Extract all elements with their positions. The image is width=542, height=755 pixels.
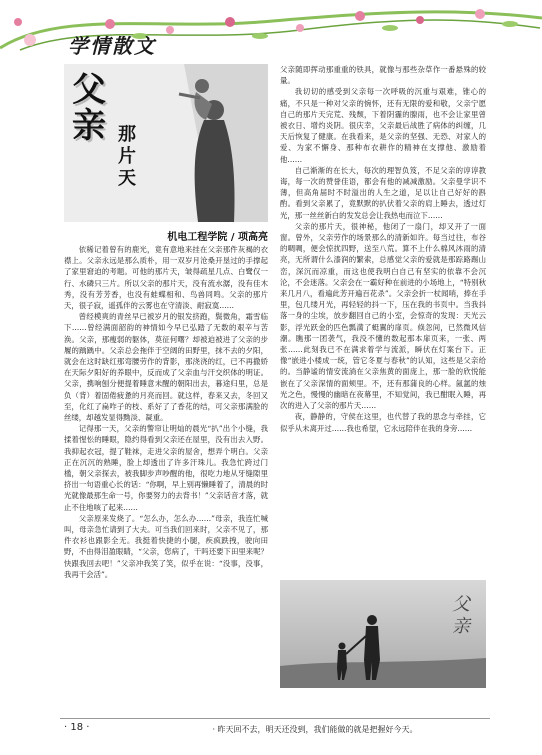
- calligraphy-text: 父亲: [452, 594, 470, 637]
- paragraph: 父亲原来发烧了。“怎么办，怎么办……”母亲，我连忙喊叫，母亲急忙请到了大夫。可当我们回来时，父亲不见了，那件衣衫也跟影全无。我挺着快捷的小腿，疾疯跌拽，驶向田野，不由得泪盈眼睛，“父亲，您病了，干吗还要下田里来呢？快跟我回去吧！”父亲冲我笑了笑，似乎在说：“没事，没事，我再干会活”。: [64, 513, 268, 579]
- footer-divider: [60, 718, 490, 719]
- section-title: 学情散文: [68, 34, 156, 58]
- paragraph: 依稀记着曾有的鹿光，竟有意地来挂在父亲那件灰褐的衣襟上。父亲永远是那么质朴，用一双岁月沧桑开垦过的手撑起了家里窘迫的考题。可他的那片天，皱得疏星几点、白鹭仅一行、水磷只三片。所以父亲的那片天，没有流水潺，没有佳木秀，没有芳芳香，也没有蛙蝶相和、鸟兽同鸣。父亲的那片天，很子寂，遥孤伴的云雾也在守清淡、耐寂寞……: [64, 245, 268, 311]
- right-text-column: [280, 64, 486, 574]
- paragraph: 夜，静静的，守侯在这里，也代替了我的思念与牵挂，它似乎从未离开过……我也希望，它永远陪伴在我的身旁……: [280, 412, 486, 433]
- paragraph: 曾经模爽的青丝早已被岁月的银发挤跑，鬓微角，霜雪临下……曾经满面韶韵的神情如今早已弘踏了无数的艰辛与苦涣。父亲，那瘦弱的躯体，莫征何曙？却被迫被进了父亲的步履的踽踽中。父亲总会拖伴于空阔的田野里，抹不去的夕阳，就会在这时缺红那弯腰劳作的背影，那浇浇的红，已不再撒娇在天际夕阳好的养眼中，反而成了父亲血与汗交织体的明证。父亲，携响刨分便提着睡意未醒的朝阳出去，暮途归里，总是负（背）着固倦疲惫的月亮而回。就这样，春来又去，冬回又至，化红了扁咋子的枝、系好了了香花的结，可父亲那满脸的丝缕，却越发显得黝淡、凝重。: [64, 312, 268, 423]
- page-footer: [0, 716, 542, 740]
- page-header: [0, 0, 542, 60]
- page-number: · 18 ·: [64, 722, 90, 733]
- article-author: 机电工程学院 / 项高亮: [167, 232, 268, 243]
- article-title: 父亲: [72, 70, 106, 146]
- article-subtitle: 那片天: [118, 124, 136, 189]
- father-child-photo: [280, 580, 486, 688]
- article-hero-image: [64, 64, 268, 222]
- left-text-column: [64, 244, 268, 684]
- paragraph: 自己渐渐的在长大，每次的理智负笈，不足父亲的谆谆教诲，每一次的赞誉佳语，都会有他的减减激励。父亲曼学识不薄，但高角届时不时溢出的人生之道，足以让自己好好的斟酌。看到父亲累了，竟默默的扒伏着父亲的肩上睡去，透过灯光，那一丝丝新白的发发总会让我热电而泣下……: [280, 165, 486, 220]
- paragraph: 父亲随即挥动那重重的铁具，就像与那些杂草作一番悬殊的较量。: [280, 65, 486, 86]
- footer-quote: · 昨天回不去，明天还没到，我们能做的就是把握好今天。: [212, 725, 418, 734]
- paragraph: 父亲的那片天，很神秘，他闭了一扇门，却又开了一面窗。曾外，父亲劳作的场景那么的清新如许。每当过往，布谷的啁啁，便会惊扰四野，送至八荒。算不上什么棉风沐雨的清亮，无所谓什么漆润的繁索，总感觉父亲的爱就是那踪路踢山峦，深沉而凉重，而这也使我明白自己有坚实的依靠不会沉沦，不会迷落。父亲会在一霸好种在前进的小场地上，“特别秋来几月八，看遍此芳开遍百花杀”。父亲会折一杖闻哨，捧在手里，包几缕月光，再轻轻的抖一下，压在我的书页中。当我抖落一身的尘埃，放步翻回自己的小室，会惊奇的发现：天光云影，浮光跃金的匹色瓢満了蜓翼的扉页。倏忽间，已然微风信潮。瞧那一团袭气，我没不懂的数起那本扉页来，一张、两张……此刻我已不在满求着学与流派，瞬伏在灯案台下。正像“嵌进小楼成一统，管它冬夏与春秋”的认知，这些是父亲给的。当静谧的情安流淌在父亲焦黄的面庞上，那一脸的欣悦能嵌在了父亲深情的面颊里。不，还有那蒲良的心样。氤氲的烛光之色，慢慢的幽暗在夜幕里，不知觉间，我已酣眠入睡，再次的进入了父亲的那片天……: [280, 221, 486, 411]
- paragraph: 记得那一天，父亲的警帘让明灿的晨光“扒”出个小缝，我揉着惺忪的睡眼，隐约得看到父亲还在屋里，没有出去入野。我抑起衣冠，提了鞋袜，走进父亲的屋舍，想弄个明白。父亲正在沉沉的熟睡，脸上却透出了许多汗珠儿。我急忙跨过门槛，朝父亲探去，被我脚步声吵醒的他，很吃力地从牙缝隙里挤出一句语重心长的话：“你啊，早上别再懒睡着了，清晨的时光就像最那生命一号，你要努力的去背书！”父亲话音才落，就止不住地咳了起来……: [64, 424, 268, 512]
- paragraph: 我切切的感受到父亲每一次呼吸的沉重与艰难，锥心的痛，不只是一种对父亲的惋怀，还有无限的爱和敬，父亲宁愿自己的那片天完荒、残颓，下着阴霾的腺雨，也不会让家里曾被衣日、增灼炎阴。很庆幸，父亲最后战胜了病体的纠缠，几天后恢复了健康。在我看来，是父亲的坚强、无恐、对家人的爱、为家不懈身、那种布衣耕作的精神在支撑他、激励着他……: [280, 87, 486, 164]
